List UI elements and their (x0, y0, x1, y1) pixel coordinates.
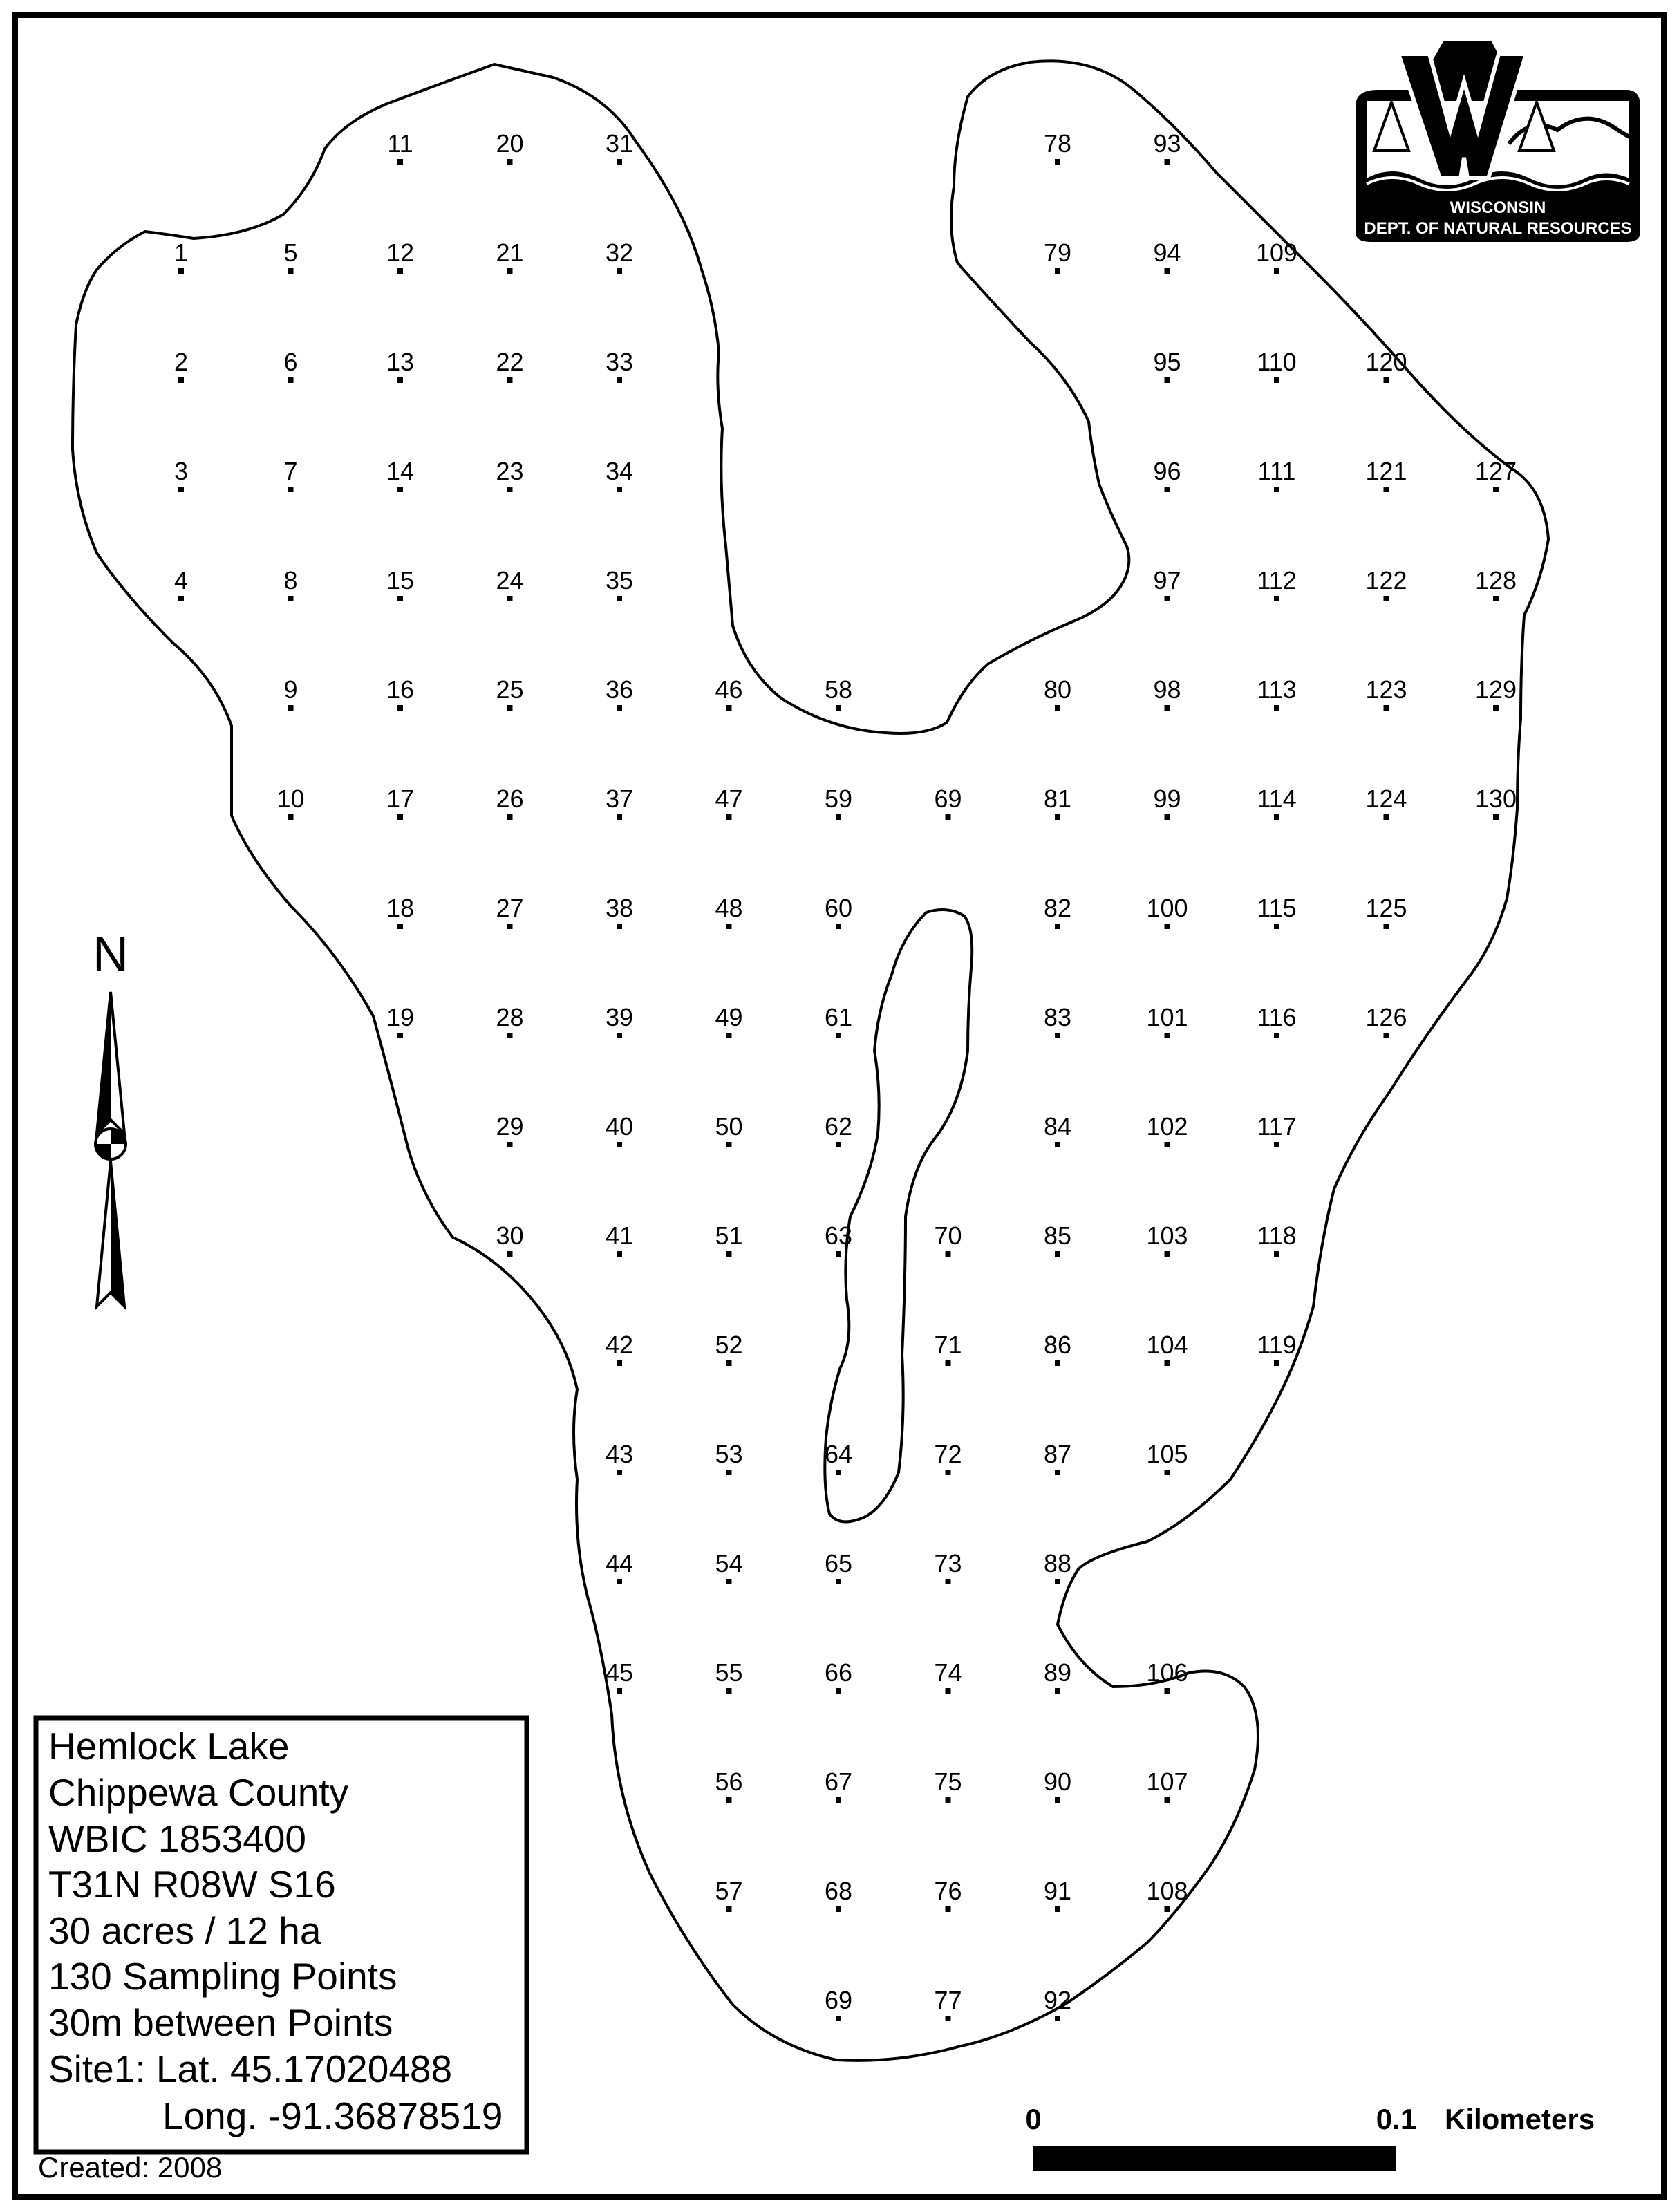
sampling-point-label: 54 (715, 1549, 743, 1577)
sampling-point-marker (726, 924, 732, 929)
sampling-point-marker (1384, 924, 1389, 929)
sampling-point-marker (1274, 1360, 1279, 1366)
scale-start: 0 (1025, 2103, 1042, 2135)
sampling-point-label: 129 (1474, 675, 1517, 704)
sampling-point-marker (507, 1033, 513, 1038)
sampling-point-marker (617, 814, 622, 820)
sampling-point-label: 62 (824, 1112, 853, 1141)
logo-line2: DEPT. OF NATURAL RESOURCES (1364, 219, 1632, 238)
sampling-point-marker (836, 1579, 841, 1584)
sampling-point-label: 109 (1255, 238, 1298, 267)
sampling-point-marker (617, 159, 622, 165)
sampling-point-label: 61 (824, 1003, 853, 1031)
sampling-point-label: 16 (386, 675, 415, 704)
sampling-point-marker (397, 1033, 403, 1038)
sampling-point-label: 1 (173, 238, 189, 267)
sampling-point-label: 84 (1043, 1112, 1072, 1141)
sampling-point-marker (178, 596, 184, 601)
sampling-point-label: 96 (1153, 457, 1181, 485)
sampling-point-label: 123 (1365, 675, 1407, 704)
sampling-point-marker (617, 924, 622, 929)
sampling-point-marker (507, 377, 513, 383)
scale-end: 0.1 (1376, 2103, 1417, 2135)
sampling-point-marker (1055, 1360, 1060, 1366)
sampling-point-marker (397, 596, 403, 601)
sampling-point-label: 114 (1257, 785, 1297, 813)
sampling-point-marker (617, 1688, 622, 1694)
sampling-point-marker (288, 487, 294, 492)
sampling-point-marker (946, 1906, 951, 1912)
sampling-point-marker (617, 268, 622, 274)
sampling-point-label: 8 (283, 566, 298, 594)
sampling-point-marker (836, 1688, 841, 1694)
sampling-point-marker (1165, 924, 1170, 929)
sampling-point-label: 59 (824, 785, 853, 813)
sampling-point-label: 128 (1474, 566, 1517, 594)
sampling-point-label: 56 (715, 1768, 743, 1796)
sampling-point-marker (397, 268, 403, 274)
sampling-point-label: 106 (1146, 1658, 1188, 1687)
sampling-point-label: 121 (1365, 457, 1407, 485)
sampling-point-label: 52 (715, 1331, 743, 1359)
sampling-point-marker (617, 596, 622, 601)
sampling-point-marker (507, 596, 513, 601)
sampling-point-label: 77 (934, 1986, 962, 2014)
sampling-point-marker (726, 1797, 732, 1803)
sampling-point-marker (1384, 814, 1389, 820)
sampling-point-marker (617, 1033, 622, 1038)
sampling-point-label: 40 (605, 1112, 634, 1141)
sampling-point-marker (1055, 1906, 1060, 1912)
sampling-point-marker (1165, 1470, 1170, 1475)
sampling-point-label: 4 (173, 566, 189, 594)
sampling-point-marker (836, 1142, 841, 1147)
sampling-point-marker (836, 2016, 841, 2021)
sampling-point-marker (617, 487, 622, 492)
sampling-point-label: 27 (496, 894, 524, 922)
sampling-point-label: 6 (283, 348, 298, 376)
sampling-point-label: 94 (1153, 238, 1181, 267)
sampling-point-marker (507, 487, 513, 492)
sampling-point-marker (1055, 2016, 1060, 2021)
legend-line-1: Hemlock Lake (48, 1725, 290, 1768)
sampling-point-label: 44 (605, 1549, 634, 1577)
sampling-point-label: 71 (934, 1331, 962, 1359)
sampling-point-label: 68 (824, 1877, 853, 1905)
sampling-point-marker (1384, 705, 1389, 711)
sampling-point-label: 46 (715, 675, 743, 704)
sampling-point-marker (617, 1142, 622, 1147)
sampling-point-label: 126 (1365, 1003, 1407, 1031)
sampling-point-label: 125 (1365, 894, 1407, 922)
sampling-point-label: 100 (1146, 894, 1188, 922)
sampling-point-marker (946, 814, 951, 820)
sampling-point-marker (1493, 814, 1499, 820)
sampling-point-label: 98 (1153, 675, 1181, 704)
sampling-point-marker (1274, 596, 1279, 601)
sampling-point-label: 39 (605, 1003, 634, 1031)
legend-line-6: 130 Sampling Points (48, 1955, 397, 1998)
sampling-point-marker (946, 2016, 951, 2021)
sampling-point-label: 42 (605, 1331, 634, 1359)
sampling-point-marker (617, 1360, 622, 1366)
sampling-point-label: 22 (496, 348, 524, 376)
sampling-point-label: 119 (1257, 1331, 1297, 1359)
sampling-point-label: 97 (1153, 566, 1181, 594)
sampling-point-marker (1055, 159, 1060, 165)
sampling-point-label: 45 (605, 1658, 634, 1687)
sampling-point-marker (726, 1033, 732, 1038)
sampling-point-marker (1384, 1033, 1389, 1038)
sampling-point-marker (946, 1797, 951, 1803)
sampling-point-label: 33 (605, 348, 634, 376)
sampling-point-marker (946, 1251, 951, 1257)
sampling-point-label: 127 (1474, 457, 1517, 485)
sampling-point-marker (178, 487, 184, 492)
sampling-point-label: 92 (1043, 1986, 1072, 2014)
sampling-point-marker (1165, 705, 1170, 711)
sampling-point-label: 43 (605, 1440, 634, 1468)
sampling-point-marker (617, 1251, 622, 1257)
sampling-point-marker (836, 814, 841, 820)
sampling-point-label: 20 (496, 129, 524, 158)
sampling-point-marker (397, 705, 403, 711)
sampling-point-label: 130 (1474, 785, 1517, 813)
sampling-point-marker (1493, 487, 1499, 492)
sampling-point-marker (726, 1470, 732, 1475)
sampling-point-label: 117 (1257, 1112, 1297, 1141)
sampling-point-marker (1493, 705, 1499, 711)
sampling-point-marker (617, 705, 622, 711)
sampling-point-label: 21 (496, 238, 524, 267)
sampling-point-label: 73 (934, 1549, 962, 1577)
sampling-point-marker (726, 1688, 732, 1694)
sampling-point-label: 107 (1146, 1768, 1188, 1796)
sampling-point-marker (836, 1251, 841, 1257)
sampling-point-marker (726, 1906, 732, 1912)
sampling-point-label: 64 (824, 1440, 853, 1468)
sampling-point-label: 41 (605, 1221, 634, 1250)
sampling-point-label: 87 (1043, 1440, 1072, 1468)
sampling-point-label: 26 (496, 785, 524, 813)
north-label: N (93, 927, 129, 982)
sampling-point-label: 111 (1257, 457, 1296, 485)
sampling-point-label: 79 (1043, 238, 1072, 267)
sampling-point-label: 48 (715, 894, 743, 922)
sampling-point-marker (1055, 924, 1060, 929)
scale-unit: Kilometers (1445, 2103, 1595, 2135)
sampling-point-label: 19 (386, 1003, 415, 1031)
sampling-point-marker (288, 377, 294, 383)
sampling-point-marker (1055, 268, 1060, 274)
sampling-point-label: 67 (824, 1768, 853, 1796)
sampling-point-marker (726, 814, 732, 820)
sampling-point-marker (617, 1470, 622, 1475)
sampling-point-marker (946, 1360, 951, 1366)
sampling-point-label: 63 (824, 1221, 853, 1250)
sampling-point-marker (1165, 814, 1170, 820)
sampling-point-label: 81 (1043, 785, 1072, 813)
sampling-point-label: 2 (173, 348, 189, 376)
sampling-point-marker (1055, 1470, 1060, 1475)
sampling-point-marker (1384, 377, 1389, 383)
sampling-point-label: 120 (1365, 348, 1407, 376)
sampling-point-label: 82 (1043, 894, 1072, 922)
sampling-point-marker (397, 377, 403, 383)
sampling-point-label: 28 (496, 1003, 524, 1031)
sampling-point-label: 70 (934, 1221, 962, 1250)
sampling-point-marker (726, 705, 732, 711)
sampling-point-label: 50 (715, 1112, 743, 1141)
created-date: Created: 2008 (38, 2151, 223, 2184)
sampling-point-marker (507, 268, 513, 274)
sampling-point-marker (617, 377, 622, 383)
sampling-point-marker (397, 924, 403, 929)
sampling-point-marker (507, 814, 513, 820)
legend-line-9: Long. -91.36878519 (162, 2094, 503, 2137)
sampling-point-label: 36 (605, 675, 634, 704)
sampling-point-marker (397, 159, 403, 165)
sampling-point-label: 66 (824, 1658, 853, 1687)
sampling-point-marker (946, 1470, 951, 1475)
sampling-point-label: 72 (934, 1440, 962, 1468)
sampling-point-label: 60 (824, 894, 853, 922)
sampling-point-label: 99 (1153, 785, 1181, 813)
sampling-point-marker (397, 814, 403, 820)
sampling-point-label: 15 (386, 566, 415, 594)
sampling-point-label: 104 (1146, 1331, 1188, 1359)
sampling-point-label: 101 (1146, 1003, 1188, 1031)
scale-bar-fill (1033, 2146, 1396, 2171)
sampling-point-marker (617, 1579, 622, 1584)
sampling-point-marker (397, 487, 403, 492)
sampling-point-label: 47 (715, 785, 743, 813)
sampling-point-marker (1055, 814, 1060, 820)
sampling-point-marker (946, 1579, 951, 1584)
sampling-point-marker (836, 705, 841, 711)
sampling-point-label: 3 (173, 457, 189, 485)
legend-line-2: Chippewa County (48, 1771, 349, 1814)
sampling-point-label: 57 (715, 1877, 743, 1905)
legend-line-7: 30m between Points (48, 2001, 393, 2044)
sampling-point-label: 11 (387, 129, 413, 158)
sampling-point-marker (1274, 1142, 1279, 1147)
sampling-point-label: 80 (1043, 675, 1072, 704)
sampling-point-label: 25 (496, 675, 524, 704)
sampling-point-marker (1165, 1033, 1170, 1038)
sampling-point-label: 95 (1153, 348, 1181, 376)
sampling-point-marker (1055, 705, 1060, 711)
legend-line-8: Site1: Lat. 45.17020488 (48, 2047, 453, 2090)
sampling-point-marker (178, 377, 184, 383)
sampling-point-marker (1055, 1579, 1060, 1584)
sampling-point-label: 78 (1043, 129, 1072, 158)
sampling-point-marker (507, 705, 513, 711)
sampling-point-marker (1274, 377, 1279, 383)
sampling-point-label: 38 (605, 894, 634, 922)
sampling-point-label: 124 (1365, 785, 1407, 813)
sampling-point-marker (946, 1688, 951, 1694)
sampling-point-label: 49 (715, 1003, 743, 1031)
logo-line1: WISCONSIN (1450, 198, 1546, 217)
sampling-point-label: 93 (1153, 129, 1181, 158)
sampling-point-marker (1055, 1797, 1060, 1803)
sampling-point-marker (1384, 487, 1389, 492)
sampling-point-label: 55 (715, 1658, 743, 1687)
sampling-point-marker (726, 1360, 732, 1366)
sampling-point-marker (1165, 1142, 1170, 1147)
sampling-point-label: 105 (1146, 1440, 1188, 1468)
sampling-point-label: 89 (1043, 1658, 1072, 1687)
sampling-point-label: 18 (386, 894, 415, 922)
sampling-point-marker (1165, 487, 1170, 492)
sampling-point-marker (836, 1470, 841, 1475)
sampling-point-marker (1055, 1142, 1060, 1147)
sampling-point-label: 69 (934, 785, 962, 813)
sampling-point-marker (1165, 1688, 1170, 1694)
sampling-point-label: 13 (386, 348, 415, 376)
sampling-point-label: 74 (934, 1658, 962, 1687)
sampling-point-marker (1165, 268, 1170, 274)
sampling-point-marker (726, 1579, 732, 1584)
sampling-point-marker (507, 1251, 513, 1257)
legend-line-4: T31N R08W S16 (48, 1863, 336, 1906)
sampling-point-marker (288, 596, 294, 601)
sampling-point-label: 83 (1043, 1003, 1072, 1031)
sampling-point-label: 76 (934, 1877, 962, 1905)
sampling-point-label: 30 (496, 1221, 524, 1250)
sampling-point-label: 103 (1146, 1221, 1188, 1250)
sampling-point-label: 53 (715, 1440, 743, 1468)
sampling-point-label: 32 (605, 238, 634, 267)
sampling-point-marker (1055, 1688, 1060, 1694)
sampling-point-marker (726, 1142, 732, 1147)
sampling-point-label: 115 (1257, 894, 1297, 922)
sampling-point-label: 9 (283, 675, 298, 704)
sampling-point-marker (836, 924, 841, 929)
sampling-point-marker (1165, 596, 1170, 601)
sampling-point-label: 75 (934, 1768, 962, 1796)
sampling-point-label: 85 (1043, 1221, 1072, 1250)
sampling-point-label: 51 (715, 1221, 743, 1250)
sampling-point-label: 24 (496, 566, 524, 594)
sampling-point-marker (288, 814, 294, 820)
sampling-point-marker (1055, 1251, 1060, 1257)
sampling-point-marker (1165, 1906, 1170, 1912)
sampling-point-marker (507, 1142, 513, 1147)
sampling-point-marker (507, 924, 513, 929)
sampling-point-label: 86 (1043, 1331, 1072, 1359)
sampling-point-marker (507, 159, 513, 165)
sampling-point-label: 10 (276, 785, 305, 813)
sampling-point-label: 108 (1146, 1877, 1188, 1905)
sampling-point-marker (178, 268, 184, 274)
sampling-point-marker (1274, 814, 1279, 820)
sampling-point-marker (288, 705, 294, 711)
sampling-point-label: 14 (386, 457, 415, 485)
sampling-point-label: 34 (605, 457, 634, 485)
sampling-point-label: 23 (496, 457, 524, 485)
sampling-point-label: 122 (1365, 566, 1407, 594)
sampling-point-label: 110 (1257, 348, 1297, 376)
sampling-point-marker (1165, 1360, 1170, 1366)
sampling-point-label: 91 (1043, 1877, 1072, 1905)
sampling-point-label: 116 (1257, 1003, 1297, 1031)
sampling-point-label: 88 (1043, 1549, 1072, 1577)
sampling-point-label: 7 (283, 457, 298, 485)
sampling-point-label: 90 (1043, 1768, 1072, 1796)
legend-line-3: WBIC 1853400 (48, 1817, 306, 1860)
sampling-point-label: 118 (1257, 1221, 1297, 1250)
sampling-point-label: 31 (605, 129, 634, 158)
sampling-point-marker (1384, 596, 1389, 601)
sampling-point-label: 35 (605, 566, 634, 594)
sampling-point-label: 113 (1257, 675, 1297, 704)
sampling-point-label: 112 (1257, 566, 1297, 594)
legend-line-5: 30 acres / 12 ha (48, 1909, 321, 1952)
sampling-point-marker (1165, 1797, 1170, 1803)
sampling-point-label: 5 (283, 238, 298, 267)
sampling-point-marker (1274, 705, 1279, 711)
sampling-point-marker (1274, 924, 1279, 929)
sampling-point-marker (836, 1033, 841, 1038)
sampling-point-label: 37 (605, 785, 634, 813)
sampling-point-marker (1274, 1251, 1279, 1257)
sampling-point-marker (288, 268, 294, 274)
sampling-point-label: 12 (386, 238, 415, 267)
sampling-point-label: 29 (496, 1112, 524, 1141)
sampling-point-label: 102 (1146, 1112, 1188, 1141)
sampling-point-marker (1274, 1033, 1279, 1038)
sampling-point-label: 17 (386, 785, 415, 813)
sampling-point-marker (836, 1906, 841, 1912)
sampling-point-marker (1493, 596, 1499, 601)
sampling-point-label: 58 (824, 675, 853, 704)
sampling-point-marker (726, 1251, 732, 1257)
sampling-point-marker (836, 1797, 841, 1803)
sampling-point-marker (1165, 377, 1170, 383)
sampling-point-marker (1055, 1033, 1060, 1038)
sampling-point-marker (1274, 487, 1279, 492)
sampling-point-marker (1165, 159, 1170, 165)
sampling-point-label: 65 (824, 1549, 853, 1577)
sampling-point-marker (1274, 268, 1279, 274)
sampling-point-label: 69 (824, 1986, 853, 2014)
sampling-point-marker (1165, 1251, 1170, 1257)
